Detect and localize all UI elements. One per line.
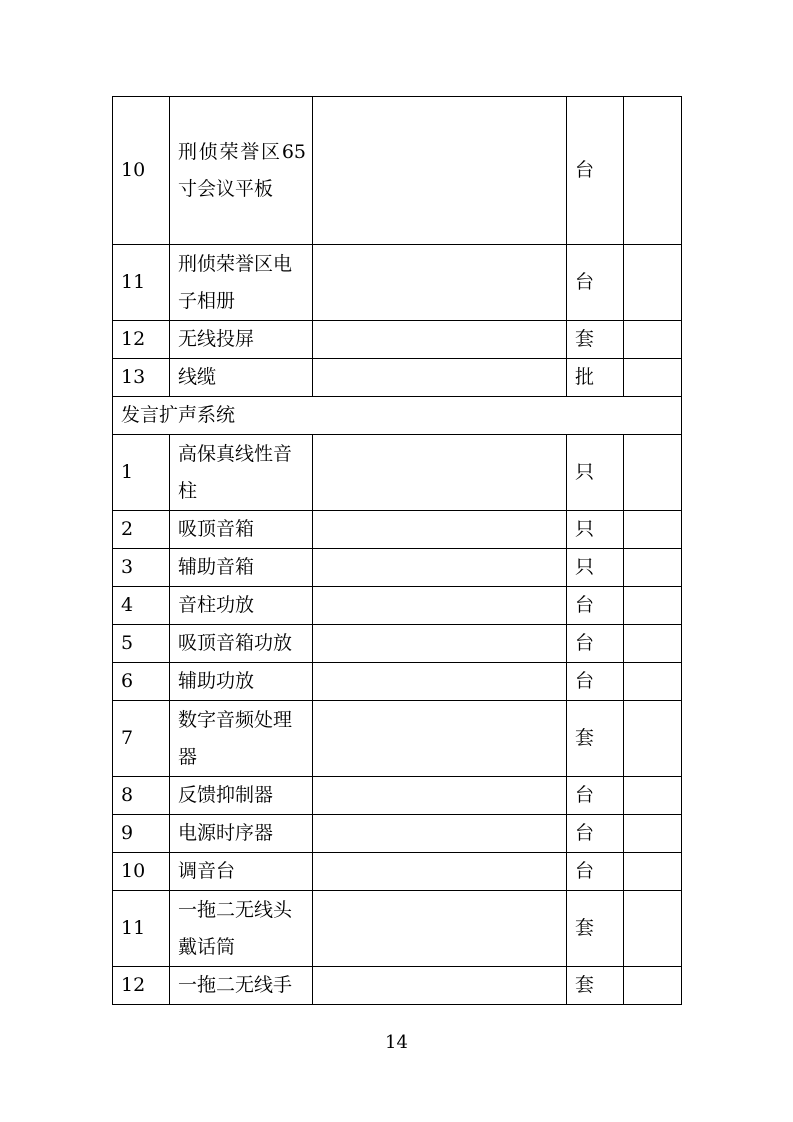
- item-name: 吸顶音箱功放: [170, 625, 313, 663]
- item-spec: [313, 853, 567, 891]
- table-row: [113, 663, 682, 701]
- item-spec: [313, 701, 567, 777]
- row-number: 7: [113, 701, 170, 777]
- item-quantity: [624, 967, 682, 1005]
- item-spec: [313, 587, 567, 625]
- item-quantity: [624, 891, 682, 967]
- item-spec: [313, 435, 567, 511]
- row-number: 4: [113, 587, 170, 625]
- section-header-row: [113, 397, 682, 435]
- item-quantity: [624, 245, 682, 321]
- item-name: 辅助音箱: [170, 549, 313, 587]
- item-name: 辅助功放: [170, 663, 313, 701]
- item-unit: 只: [567, 435, 624, 511]
- table-row: [113, 511, 682, 549]
- item-spec: [313, 359, 567, 397]
- item-quantity: [624, 663, 682, 701]
- item-unit: 套: [567, 891, 624, 967]
- table-row: [113, 359, 682, 397]
- item-name: 数字音频处理器: [170, 701, 313, 777]
- table-row: [113, 777, 682, 815]
- row-number: 13: [113, 359, 170, 397]
- item-unit: 套: [567, 967, 624, 1005]
- table-row: [113, 853, 682, 891]
- item-spec: [313, 549, 567, 587]
- table-row: [113, 97, 682, 245]
- item-unit: 台: [567, 587, 624, 625]
- item-name: 刑侦荣誉区65寸会议平板: [170, 97, 313, 245]
- item-unit: 只: [567, 511, 624, 549]
- row-number: 8: [113, 777, 170, 815]
- item-quantity: [624, 701, 682, 777]
- item-name: 调音台: [170, 853, 313, 891]
- table-row: [113, 701, 682, 777]
- row-number: 3: [113, 549, 170, 587]
- item-name: 线缆: [170, 359, 313, 397]
- table-row: [113, 815, 682, 853]
- item-quantity: [624, 511, 682, 549]
- row-number: 12: [113, 967, 170, 1005]
- row-number: 12: [113, 321, 170, 359]
- table-row: [113, 967, 682, 1005]
- row-number: 6: [113, 663, 170, 701]
- item-unit: 台: [567, 663, 624, 701]
- item-quantity: [624, 549, 682, 587]
- row-number: 11: [113, 245, 170, 321]
- item-spec: [313, 321, 567, 359]
- item-spec: [313, 245, 567, 321]
- row-number: 5: [113, 625, 170, 663]
- section-title: 发言扩声系统: [113, 397, 682, 435]
- item-unit: 套: [567, 321, 624, 359]
- item-name: 电源时序器: [170, 815, 313, 853]
- item-unit: 台: [567, 97, 624, 245]
- item-spec: [313, 891, 567, 967]
- item-quantity: [624, 625, 682, 663]
- item-unit: 套: [567, 701, 624, 777]
- item-spec: [313, 511, 567, 549]
- item-unit: 台: [567, 853, 624, 891]
- item-quantity: [624, 777, 682, 815]
- row-number: 10: [113, 97, 170, 245]
- item-quantity: [624, 359, 682, 397]
- table-row: [113, 435, 682, 511]
- item-spec: [313, 625, 567, 663]
- item-spec: [313, 967, 567, 1005]
- item-quantity: [624, 435, 682, 511]
- page-number: 14: [385, 1032, 408, 1053]
- item-unit: 台: [567, 245, 624, 321]
- item-name: 一拖二无线手: [170, 967, 313, 1005]
- item-unit: 批: [567, 359, 624, 397]
- equipment-table: [112, 96, 682, 1005]
- item-name: 一拖二无线头戴话筒: [170, 891, 313, 967]
- item-quantity: [624, 97, 682, 245]
- item-name: 高保真线性音柱: [170, 435, 313, 511]
- item-name: 反馈抑制器: [170, 777, 313, 815]
- table-row: [113, 625, 682, 663]
- table-row: [113, 549, 682, 587]
- item-quantity: [624, 853, 682, 891]
- item-name: 音柱功放: [170, 587, 313, 625]
- table-row: [113, 321, 682, 359]
- item-name: 无线投屏: [170, 321, 313, 359]
- item-quantity: [624, 587, 682, 625]
- row-number: 9: [113, 815, 170, 853]
- row-number: 2: [113, 511, 170, 549]
- item-unit: 台: [567, 625, 624, 663]
- row-number: 11: [113, 891, 170, 967]
- item-spec: [313, 663, 567, 701]
- item-unit: 台: [567, 777, 624, 815]
- row-number: 1: [113, 435, 170, 511]
- item-unit: 只: [567, 549, 624, 587]
- row-number: 10: [113, 853, 170, 891]
- item-quantity: [624, 321, 682, 359]
- item-spec: [313, 815, 567, 853]
- table-row: [113, 587, 682, 625]
- item-name: 吸顶音箱: [170, 511, 313, 549]
- table-row: [113, 245, 682, 321]
- item-quantity: [624, 815, 682, 853]
- item-unit: 台: [567, 815, 624, 853]
- item-spec: [313, 777, 567, 815]
- table-row: [113, 891, 682, 967]
- item-spec: [313, 97, 567, 245]
- item-name: 刑侦荣誉区电子相册: [170, 245, 313, 321]
